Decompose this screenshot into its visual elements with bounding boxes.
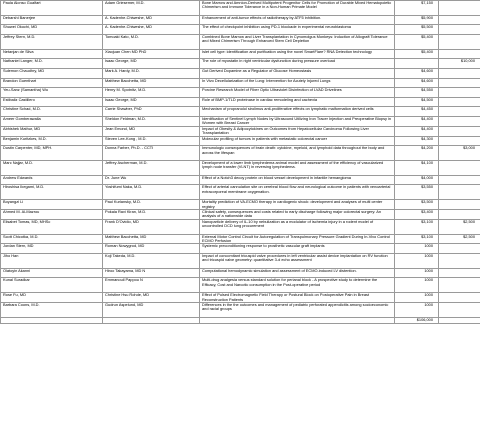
project-title: Effect of arterial cannulation site on cerebral blood flow and neurological outcome in patients with venoarterial extracorporeal membrane oxygenation.	[200, 185, 395, 200]
project-title: Nanoparticle delivery of IL-10 by nebulization as a modulator of ischemia injury in a rodent model of uncontrolled DCD lung procurement	[200, 219, 395, 234]
project-title: External Motor Control Circuit for Autoregulation of Transpulmonary Pressure Gradient During In-Vivo Control ECMO Perfusion	[200, 234, 395, 244]
project-title: Identification of Sentinel Lymph Nodes by Ultrasound Utilizing Iron Tracer Injection and Preoperative Biopsy in Women with Breast Cancer	[200, 116, 395, 126]
mentor-name: Koji Takeda, M.D.	[103, 253, 200, 268]
mentor-name: Steven Lee-Kong , M.D.	[103, 136, 200, 146]
awardee-name: Jiho Han	[1, 253, 103, 268]
awardee-name: Hiroshisa Ikegami, M.D.	[1, 185, 103, 200]
mentor-name: Adam Griesemer, M.D.	[103, 1, 200, 16]
awardee-name: Brandon Guenthart	[1, 78, 103, 88]
mentor-name: Xiaojuan Chen MD PhD	[103, 49, 200, 59]
table-row	[1, 88, 480, 98]
mentor-name: Jeffrey Ascherman, M.D.	[103, 160, 200, 175]
award-amount: $4,200	[395, 146, 439, 161]
total-empty-cell	[439, 317, 480, 323]
awardee-name: Scott Chicotka, M.D.	[1, 234, 103, 244]
table-row	[1, 116, 480, 126]
additional-amount	[439, 107, 480, 117]
mentor-name: Emmanouil Pappou N	[103, 278, 200, 293]
table-row	[1, 1, 480, 16]
table-row	[1, 49, 480, 59]
award-amount: $3,400	[395, 209, 439, 219]
awardee-name: Andrew Edwards	[1, 175, 103, 185]
awardee-name: Marc Najjar, M.D.	[1, 160, 103, 175]
awardee-name: Nathaniel Langer, M.D.	[1, 59, 103, 69]
awardee-name: Jordan Stern, MD	[1, 244, 103, 254]
award-amount: $4,600	[395, 78, 439, 88]
table-row	[1, 107, 480, 117]
project-title: Enhancement of anti-tumor effects of radiotherapy by ATF5 inhibition.	[200, 15, 395, 25]
award-amount: 1000	[395, 268, 439, 278]
additional-amount	[439, 136, 480, 146]
award-amount: $3,500	[395, 200, 439, 210]
award-amount	[395, 59, 439, 69]
award-amount: $4,600	[395, 68, 439, 78]
additional-amount	[439, 209, 480, 219]
mentor-name: Hiroo Takayama, MD N	[103, 268, 200, 278]
table-row	[1, 68, 480, 78]
additional-amount	[439, 253, 480, 268]
award-amount: 1000	[395, 278, 439, 293]
mentor-name: Isaac George, MD	[103, 97, 200, 107]
table-row	[1, 209, 480, 219]
project-title: Combined Bone Marrow and Liver Transplantation in Cynomolgus Monkeys: Induction of Allograft Tolerance and Mixed Chimerism Through Enhanced Stem Cell Depletion	[200, 34, 395, 49]
project-title: Differences in the the outcomes and management of pediatric perforated appendicitis among socioeconomic and racial groups	[200, 302, 395, 317]
mentor-name: Mark A. Hardy, M.D.	[103, 68, 200, 78]
mentor-name: Pokala Ravi Kiran, M.D.	[103, 209, 200, 219]
mentor-name: A. Kadenhe-Chiweshe, MD	[103, 25, 200, 35]
mentor-name: Paul Kurlansky, M.D.	[103, 200, 200, 210]
award-amount: $4,100	[395, 160, 439, 175]
award-amount: $4,300	[395, 136, 439, 146]
awardee-name: Paula Alonso Gualfart	[1, 1, 103, 16]
mentor-name: A. Kadenhe-Chiweshe, MD	[103, 15, 200, 25]
awardee-name: Sulemon Chaudhry, MD	[1, 68, 103, 78]
mentor-name: Roman Nowygrod, MD	[103, 244, 200, 254]
total-amount: $106,000	[395, 317, 439, 323]
project-title: Effect of Pulsed Electromagnetic Field Therapy or Postural Block on Postoperative Pain in Breast Reconstruction Patients	[200, 293, 395, 303]
project-title: Computational hemodynamic simulation and assessment of ECMO-induced LV distention.	[200, 268, 395, 278]
project-title: Gut Derived Dopamine as a Regulator of Glucose Homeostasis	[200, 68, 395, 78]
awardee-name: Elisabet Tomas, MD, MHSc	[1, 219, 103, 234]
additional-amount: $2,500	[439, 219, 480, 234]
additional-amount	[439, 293, 480, 303]
additional-amount	[439, 278, 480, 293]
table-row	[1, 268, 480, 278]
project-title: Islet cell type: identification and purification using the novel SmartFlare? RNA Detection technology	[200, 49, 395, 59]
award-amount: $4,550	[395, 88, 439, 98]
awardee-name: Kunal Suradkar	[1, 278, 103, 293]
table-row	[1, 302, 480, 317]
total-empty-cell	[200, 317, 395, 323]
project-title: Clinical safety, consequences and costs related to early discharge following major colorectal surgery: An analysis of a nationwide data	[200, 209, 395, 219]
award-amount: 1000	[395, 302, 439, 317]
mentor-name: Frank D'Ovidio, MD	[103, 219, 200, 234]
project-title: Mechanism of propranolol sirolimus anti-proliferative effects on lymphatic malformation derived cells	[200, 107, 395, 117]
table-row	[1, 253, 480, 268]
mentor-name: Jean Emond, MD	[103, 126, 200, 136]
awardee-name: Jeffrey Stern, M.D.	[1, 34, 103, 49]
award-amount: $5,500	[395, 25, 439, 35]
table-row	[1, 244, 480, 254]
table-row	[1, 25, 480, 35]
awardee-name: Barbara Coons, M.D.	[1, 302, 103, 317]
table-row	[1, 293, 480, 303]
project-title: Porcine Research Model of Fiber Optic Ultraviolet Disinfection of LVAD Drivelines	[200, 88, 395, 98]
project-title: Impact of concomitant tricuspid valve procedures in left ventricular assist device implantation on RV function and tricuspid valve geometry: quantitative 3-d echo assessment	[200, 253, 395, 268]
additional-amount	[439, 97, 480, 107]
awardee-name: Shuwei Okochi, MD	[1, 25, 103, 35]
awardee-name: Boyangzi Li	[1, 200, 103, 210]
project-title: Effect of a Notch3 decoy protein on blood vessel development in infantile hemangioma	[200, 175, 395, 185]
additional-amount	[439, 15, 480, 25]
table-row	[1, 175, 480, 185]
table-row	[1, 146, 480, 161]
additional-amount	[439, 200, 480, 210]
mentor-name: Sheldon Feldman, M.D.	[103, 116, 200, 126]
additional-amount	[439, 175, 480, 185]
total-empty-cell	[1, 317, 103, 323]
project-title: The effect of checkpoint inhibition using PD-1 blockade in experimental neuroblastoma	[200, 25, 395, 35]
table-row	[1, 34, 480, 49]
awards-table-body	[1, 1, 480, 318]
mentor-name: Donna Farber, Ph.D. - CCTI	[103, 146, 200, 161]
additional-amount	[439, 160, 480, 175]
awardee-name: Estibaliz Castillero	[1, 97, 103, 107]
project-title: Bone Marrow and Amnion-Derived Multipotent Progenitor Cells for Promotion of Durable Mixed Hematopoietic Chimerism and Immune Tolerance in a Non-Human Primate Model	[200, 1, 395, 16]
table-row	[1, 185, 480, 200]
award-amount: $4,400	[395, 116, 439, 126]
project-title: Molecular profiling of tumors in patients with metastatic colorectal cancer	[200, 136, 395, 146]
mentor-name: Isaac George, MD	[103, 59, 200, 69]
award-amount: 1000	[395, 253, 439, 268]
award-amount: $4,000	[395, 175, 439, 185]
additional-amount	[439, 116, 480, 126]
additional-amount	[439, 185, 480, 200]
mentor-name: Matthew Bacchetta, MD	[103, 234, 200, 244]
additional-amount	[439, 78, 480, 88]
award-amount: 1000	[395, 244, 439, 254]
awardee-name: Debarshi Banerjee	[1, 15, 103, 25]
table-row	[1, 200, 480, 210]
table-row	[1, 78, 480, 88]
awardee-name: Rose Fu, MD	[1, 293, 103, 303]
award-amount: $5,400	[395, 34, 439, 49]
mentor-name: Henry M. Spotnitz, M.D.	[103, 88, 200, 98]
project-title: In Vivo Decellularization of the Lung: Intervention for Acutely Injured Lungs	[200, 78, 395, 88]
mentor-name: Dr. June Wu	[103, 175, 200, 185]
additional-amount	[439, 126, 480, 136]
awardee-name: Dustin Carpenter, MD, MPH.	[1, 146, 103, 161]
award-amount: $5,900	[395, 15, 439, 25]
awardee-name: Abhishek Mathur, MD	[1, 126, 103, 136]
additional-amount: $3,000	[439, 146, 480, 161]
award-amount: $4,500	[395, 97, 439, 107]
project-title: The role of myostatin in right ventricular dysfunction during pressure overload	[200, 59, 395, 69]
project-title: Impact of Obesity & Adipocytokines on Outcomes from Hepatocellular Carcinoma Following Liver Transplantation	[200, 126, 395, 136]
awardee-name: Olatoyin Akanni	[1, 268, 103, 278]
mentor-name: Christine Hsu Rohde, MD	[103, 293, 200, 303]
additional-amount	[439, 302, 480, 317]
award-amount: $4,400	[395, 126, 439, 136]
awardee-name: Christine Schad, M.D.	[1, 107, 103, 117]
award-amount: $3,100	[395, 234, 439, 244]
total-empty-cell	[103, 317, 200, 323]
mentor-name: Tomoaki Kato, M.D.	[103, 34, 200, 49]
additional-amount	[439, 49, 480, 59]
award-amount: $4,450	[395, 107, 439, 117]
award-amount: 1000	[395, 293, 439, 303]
project-title: Role of BMP-1/TLD proteinase in cardiac remodeling and cachexia	[200, 97, 395, 107]
project-title: Immunologic consequences of brain death: cytokine, myeloid, and lymphoid data throughout the body and across the lifespan	[200, 146, 395, 161]
additional-amount	[439, 34, 480, 49]
award-amount: $3,550	[395, 185, 439, 200]
additional-amount	[439, 68, 480, 78]
table-row	[1, 97, 480, 107]
project-title: Mortality prediction of VA-ECMO therapy in cardiogenic shock: development and analyses of multi center registry	[200, 200, 395, 210]
award-amount: $5,400	[395, 49, 439, 59]
mentor-name: Gudrun Aspelund, MD	[103, 302, 200, 317]
additional-amount	[439, 1, 480, 16]
additional-amount: $10,000	[439, 59, 480, 69]
award-amount: $7,150	[395, 1, 439, 16]
awardee-name: Netanjan de Silva	[1, 49, 103, 59]
table-row	[1, 234, 480, 244]
mentor-name: Carrie Shawber, PhD	[103, 107, 200, 117]
additional-amount: $2,500	[439, 234, 480, 244]
awardee-name: Yeu-Sanz (Samantha) Wu	[1, 88, 103, 98]
award-amount: $3,100	[395, 219, 439, 234]
table-row	[1, 219, 480, 234]
additional-amount	[439, 88, 480, 98]
project-title: Development of a lower limb lymphedema animal model and assessment of the efficiency of vascularized lymph node transfer (VLNT) in reversing lymphedema.	[200, 160, 395, 175]
table-row	[1, 126, 480, 136]
mentor-name: Yoshifumi Naka, M.D.	[103, 185, 200, 200]
mentor-name: Matthew Bacchetta, MD	[103, 78, 200, 88]
additional-amount	[439, 25, 480, 35]
project-title: Systemic preconditioning response to prosthetic vascular graft implants	[200, 244, 395, 254]
project-title: Multi-drug analgesia versus standard solution for perianal block - A prospective study to determine the Efficacy, Cost and Narcotic consumption in the Post-operative period	[200, 278, 395, 293]
additional-amount	[439, 244, 480, 254]
table-row	[1, 15, 480, 25]
awardee-name: Benjamin Kuritzkes, M.D.	[1, 136, 103, 146]
additional-amount	[439, 268, 480, 278]
table-row	[1, 160, 480, 175]
table-row	[1, 59, 480, 69]
table-row	[1, 278, 480, 293]
total-row	[1, 317, 480, 323]
awardee-name: Ahmed M. Al-Mazrou	[1, 209, 103, 219]
table-row	[1, 136, 480, 146]
awardee-name: Ameer Gomberawalla	[1, 116, 103, 126]
